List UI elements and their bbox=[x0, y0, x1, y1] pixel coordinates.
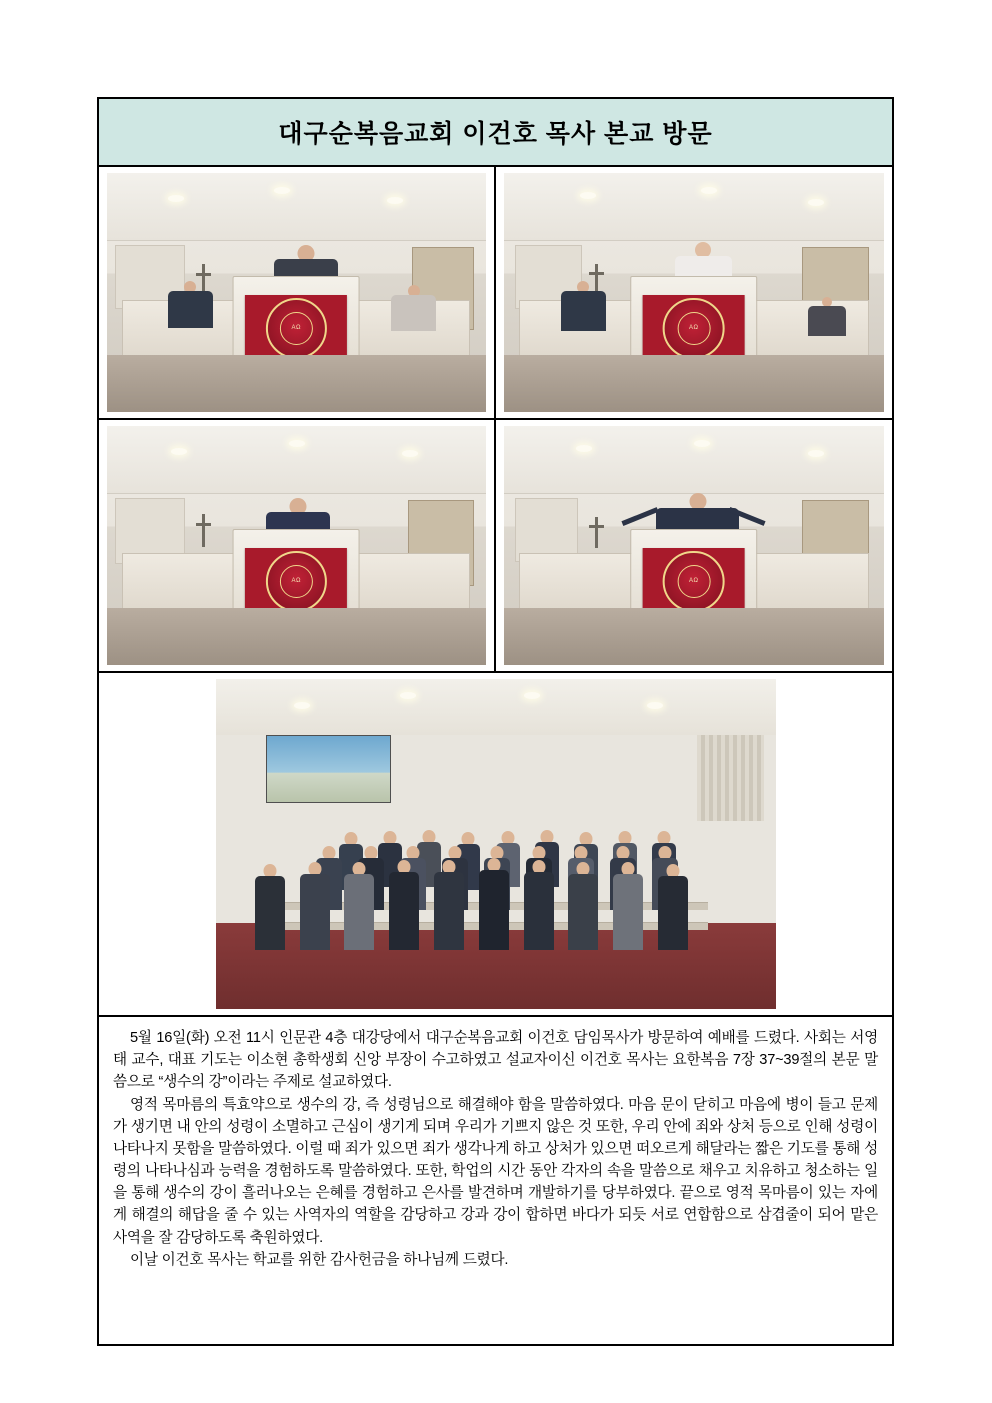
attendee-figure bbox=[391, 285, 436, 330]
ceiling-light-icon bbox=[647, 702, 663, 709]
seal-center-label: AΩ bbox=[677, 565, 710, 598]
chapel-scene bbox=[107, 426, 486, 665]
photo-cell-3 bbox=[99, 420, 496, 671]
group-person bbox=[300, 862, 330, 950]
attendee-figure bbox=[808, 297, 846, 335]
group-person bbox=[344, 862, 374, 950]
seal-center-label: AΩ bbox=[280, 312, 313, 345]
seal-center-label: AΩ bbox=[677, 312, 710, 345]
university-seal-icon bbox=[663, 298, 725, 360]
university-seal-icon bbox=[266, 298, 327, 359]
floor bbox=[504, 355, 885, 412]
university-seal-icon bbox=[266, 551, 327, 612]
ceiling-light-icon bbox=[580, 192, 596, 199]
photo-cell-4 bbox=[496, 420, 893, 671]
document-frame bbox=[97, 97, 894, 1346]
ceiling bbox=[504, 173, 885, 241]
photo-cell-1 bbox=[99, 167, 496, 418]
ceiling-light-icon bbox=[808, 450, 824, 457]
photo-4 bbox=[504, 426, 885, 665]
projection-screen bbox=[266, 735, 391, 803]
chapel-scene bbox=[504, 173, 885, 412]
group-person bbox=[613, 862, 643, 950]
title-bar bbox=[99, 99, 892, 167]
photo-grid bbox=[99, 167, 892, 1017]
ceiling bbox=[107, 173, 486, 241]
attendee-figure bbox=[561, 281, 607, 331]
article-paragraph: 5월 16일(화) 오전 11시 인문관 4층 대강당에서 대구순복음교회 이건호 담임목사가 방문하여 예배를 드렸다. 사회는 서영태 교수, 대표 기도는 이소현 총학생회 신앙 부장이 수고하였고 설교자이신 이건호 목사는 요한복음 7장 37~39절의 본문 말씀으로 “생수의 강”이라는 주제로 설교하였다. bbox=[113, 1030, 878, 1091]
photo-2 bbox=[504, 173, 885, 412]
ceiling bbox=[107, 426, 486, 494]
ceiling bbox=[504, 426, 885, 494]
ceiling-light-icon bbox=[524, 692, 540, 699]
photo-3 bbox=[107, 426, 486, 665]
seal-center-label: AΩ bbox=[280, 565, 313, 598]
article-paragraph: 영적 목마름의 특효약으로 생수의 강, 즉 성령님으로 해결해야 함을 말씀하였다. 마음 문이 닫히고 마음에 병이 들고 문제가 생기면 내 안의 성령이 소멸하고 근심이 생기게 되며 우리가 기쁘지 않은 것 또한, 우리 안에 죄와 상처 등으로 인해 성령이 나타나지 못함을 말씀하였다. 이럴 때 죄가 있으면 죄가 생각나게 하고 상처가 있으면 떠오르게 해달라는 짧은 기도를 통해 성령의 나타나심과 능력을 경험하도록 말씀하였다. 또한, 학업의 시간 동안 각자의 속을 말씀으로 채우고 치유하고 청소하는 일을 통해 생수의 강이 흘러나오는 은혜를 경험하고 은사를 발견하며 개발하기를 당부하였다. 끝으로 영적 목마름이 있는 자에게 해결의 해답을 줄 수 있는 사역자의 역할을 감당하고 강과 강이 합하면 바다가 되듯 서로 연합함으로 삼겹줄이 되어 맡은 사역을 잘 감당하도록 축원하였다. bbox=[113, 1096, 878, 1246]
cross-icon bbox=[202, 514, 205, 547]
group-person bbox=[524, 860, 554, 950]
ceiling-light-icon bbox=[171, 448, 187, 455]
group-person bbox=[255, 864, 285, 950]
ceiling-light-icon bbox=[387, 197, 403, 204]
photo-cell-5 bbox=[99, 673, 892, 1015]
photo-row-3 bbox=[99, 673, 892, 1017]
photo-1 bbox=[107, 173, 486, 412]
photo-cell-2 bbox=[496, 167, 893, 418]
attendee-figure bbox=[168, 281, 213, 329]
group-person-main bbox=[479, 858, 509, 950]
group-person bbox=[389, 860, 419, 950]
ceiling-light-icon bbox=[402, 450, 418, 457]
page-title: 대구순복음교회 이건호 목사 본교 방문 bbox=[278, 120, 713, 148]
floor bbox=[504, 608, 885, 665]
chapel-scene bbox=[504, 426, 885, 665]
photo-row-2 bbox=[99, 420, 892, 673]
ceiling-light-icon bbox=[168, 195, 184, 202]
preacher-left-arm bbox=[622, 507, 659, 526]
article-paragraph: 이날 이건호 목사는 학교를 위한 감사헌금을 하나님께 드렸다. bbox=[130, 1251, 509, 1268]
photo-5 bbox=[216, 679, 776, 1009]
cross-icon bbox=[595, 517, 598, 548]
group-person bbox=[568, 862, 598, 950]
ceiling-light-icon bbox=[576, 445, 592, 452]
university-seal-icon bbox=[663, 551, 725, 613]
floor bbox=[107, 608, 486, 665]
ceiling-light-icon bbox=[294, 702, 310, 709]
curtain bbox=[697, 735, 764, 821]
group-person bbox=[658, 864, 688, 950]
group-person bbox=[434, 860, 464, 950]
article-body bbox=[99, 1017, 892, 1344]
photo-row-1 bbox=[99, 167, 892, 420]
floor bbox=[107, 355, 486, 412]
chapel-scene bbox=[107, 173, 486, 412]
